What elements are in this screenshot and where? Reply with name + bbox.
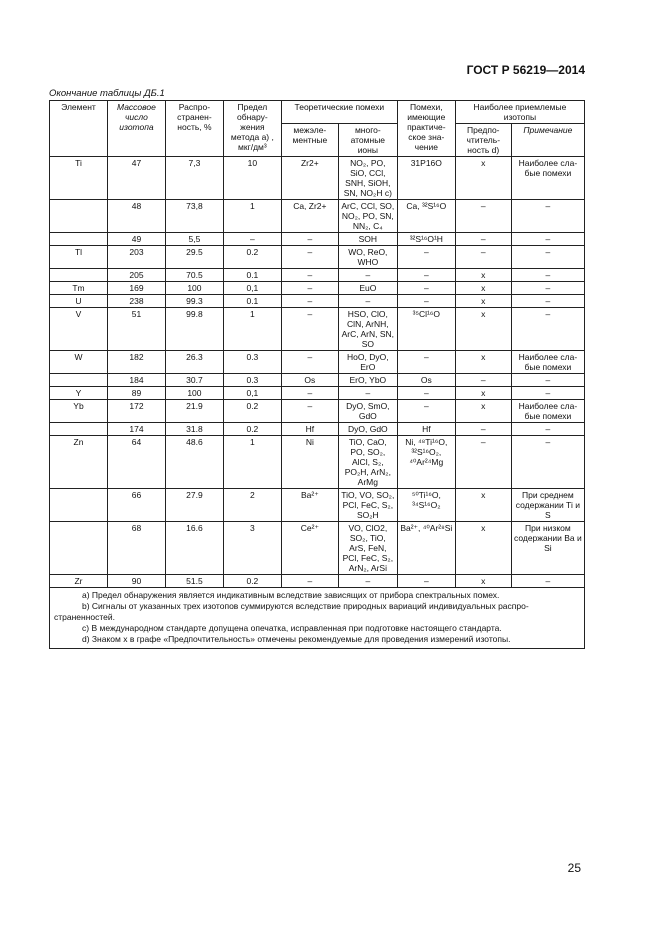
- cell-preferred: x: [455, 387, 511, 400]
- table-row: [50, 351, 585, 374]
- cell-note: Наиболее сла- бые помехи: [511, 351, 584, 374]
- cell-interelement: –: [281, 295, 338, 308]
- table-row: [50, 387, 585, 400]
- cell-limit: –: [223, 233, 281, 246]
- cell-element: Yb: [50, 400, 108, 423]
- table-row: [50, 295, 585, 308]
- footnote-d: d) Знаком x в графе «Предпочтительность» отмечены рекомендуемые для проведения измерений изотопы.: [82, 634, 511, 644]
- table-row: [50, 200, 585, 233]
- cell-mass: 49: [107, 233, 165, 246]
- cell-mass: 64: [107, 436, 165, 489]
- cell-preferred: x: [455, 400, 511, 423]
- cell-note: –: [511, 575, 584, 588]
- table-row: [50, 269, 585, 282]
- cell-mass: 203: [107, 246, 165, 269]
- cell-interelement: Ca, Zr2+: [281, 200, 338, 233]
- cell-polyatomic: TiO, VO, SO₂, PCl, FeC, S₂, SO₂H: [338, 489, 397, 522]
- cell-mass: 66: [107, 489, 165, 522]
- cell-mass: 205: [107, 269, 165, 282]
- cell-mass: 51: [107, 308, 165, 351]
- cell-element: [50, 374, 108, 387]
- cell-interelement: –: [281, 269, 338, 282]
- cell-element: [50, 269, 108, 282]
- cell-interelement: –: [281, 282, 338, 295]
- table-row: [50, 308, 585, 351]
- cell-abundance: 73,8: [165, 200, 223, 233]
- footnotes: [49, 588, 585, 649]
- col-interelement: межэле- ментные: [281, 124, 338, 157]
- cell-limit: 0.2: [223, 400, 281, 423]
- cell-interelement: Ba²⁺: [281, 489, 338, 522]
- cell-preferred: –: [455, 200, 511, 233]
- cell-abundance: 16.6: [165, 522, 223, 575]
- cell-mass: 89: [107, 387, 165, 400]
- cell-limit: 0,1: [223, 387, 281, 400]
- table-row: [50, 400, 585, 423]
- table-row: [50, 246, 585, 269]
- cell-abundance: 7,3: [165, 157, 223, 200]
- cell-interelement: Ce²⁺: [281, 522, 338, 575]
- cell-note: –: [511, 269, 584, 282]
- table-row: [50, 282, 585, 295]
- cell-practical: –: [397, 295, 455, 308]
- cell-polyatomic: ErO, YbO: [338, 374, 397, 387]
- cell-polyatomic: HoO, DyO, ErO: [338, 351, 397, 374]
- cell-abundance: 100: [165, 387, 223, 400]
- cell-note: –: [511, 246, 584, 269]
- cell-polyatomic: ArC, CCl, SO, NO₂, PO, SN, NN₂, C₄: [338, 200, 397, 233]
- cell-practical: Hf: [397, 423, 455, 436]
- cell-preferred: x: [455, 295, 511, 308]
- cell-abundance: 100: [165, 282, 223, 295]
- table-caption: Окончание таблицы ДБ.1: [49, 88, 165, 99]
- cell-practical: Ni, ⁴⁸Ti¹⁶O, ³²S¹⁶O₂, ⁴⁰Ar²⁴Mg: [397, 436, 455, 489]
- cell-practical: –: [397, 282, 455, 295]
- cell-practical: ⁵⁰Ti¹⁶O, ³⁴S¹⁶O₂: [397, 489, 455, 522]
- cell-abundance: 21.9: [165, 400, 223, 423]
- page-number: 25: [567, 861, 581, 875]
- table-row: [50, 522, 585, 575]
- cell-element: W: [50, 351, 108, 374]
- cell-preferred: –: [455, 233, 511, 246]
- cell-preferred: –: [455, 246, 511, 269]
- cell-limit: 1: [223, 200, 281, 233]
- cell-element: Zr: [50, 575, 108, 588]
- cell-interelement: –: [281, 233, 338, 246]
- cell-note: –: [511, 295, 584, 308]
- cell-note: –: [511, 282, 584, 295]
- cell-abundance: 99.3: [165, 295, 223, 308]
- cell-mass: 238: [107, 295, 165, 308]
- cell-interelement: –: [281, 387, 338, 400]
- cell-abundance: 51.5: [165, 575, 223, 588]
- cell-polyatomic: –: [338, 269, 397, 282]
- cell-interelement: –: [281, 308, 338, 351]
- cell-abundance: 99.8: [165, 308, 223, 351]
- col-detection-limit: Предел обнару- жения метода а) , мкг/дм³: [223, 101, 281, 157]
- footnote-b: b) Сигналы от указанных трех изотопов суммируются вследствие природных вариаций индивидуальных распро- страненностей.: [54, 601, 529, 622]
- cell-practical: –: [397, 269, 455, 282]
- table-row: [50, 233, 585, 246]
- cell-element: Y: [50, 387, 108, 400]
- cell-abundance: 27.9: [165, 489, 223, 522]
- cell-preferred: x: [455, 489, 511, 522]
- cell-abundance: 5,5: [165, 233, 223, 246]
- cell-preferred: x: [455, 308, 511, 351]
- cell-interelement: –: [281, 246, 338, 269]
- cell-element: Zn: [50, 436, 108, 489]
- cell-interelement: –: [281, 351, 338, 374]
- cell-note: –: [511, 308, 584, 351]
- cell-mass: 90: [107, 575, 165, 588]
- cell-limit: 0.2: [223, 575, 281, 588]
- cell-note: При низком содержании Ba и Si: [511, 522, 584, 575]
- cell-interelement: Zr2+: [281, 157, 338, 200]
- col-preferred: Предпо- чтитель- ность d): [455, 124, 511, 157]
- cell-element: [50, 522, 108, 575]
- cell-practical: ³⁵Cl¹⁶O: [397, 308, 455, 351]
- cell-practical: –: [397, 387, 455, 400]
- cell-limit: 1: [223, 308, 281, 351]
- cell-mass: 68: [107, 522, 165, 575]
- cell-preferred: x: [455, 522, 511, 575]
- cell-note: При среднем содержании Ti и S: [511, 489, 584, 522]
- cell-preferred: –: [455, 423, 511, 436]
- cell-abundance: 30.7: [165, 374, 223, 387]
- cell-practical: –: [397, 400, 455, 423]
- col-abundance: Распро- странен- ность, %: [165, 101, 223, 157]
- cell-limit: 2: [223, 489, 281, 522]
- cell-mass: 172: [107, 400, 165, 423]
- cell-abundance: 70.5: [165, 269, 223, 282]
- cell-mass: 169: [107, 282, 165, 295]
- footnote-c: c) В международном стандарте допущена опечатка, исправленная при подготовке настоящего стандарта.: [82, 623, 502, 633]
- document-code: ГОСТ Р 56219—2014: [466, 63, 585, 77]
- footnote-a: а) Предел обнаружения является индикативным вследствие зависящих от прибора спектральных помех.: [82, 590, 500, 600]
- table-row: [50, 575, 585, 588]
- cell-preferred: x: [455, 351, 511, 374]
- cell-mass: 184: [107, 374, 165, 387]
- cell-mass: 182: [107, 351, 165, 374]
- cell-preferred: –: [455, 436, 511, 489]
- cell-mass: 48: [107, 200, 165, 233]
- cell-practical: Ba²⁺, ⁴⁰Ar²⁸Si: [397, 522, 455, 575]
- table-row: [50, 489, 585, 522]
- cell-limit: 10: [223, 157, 281, 200]
- cell-note: –: [511, 200, 584, 233]
- cell-element: U: [50, 295, 108, 308]
- col-best-isotopes: Наиболее приемлемые изотопы: [455, 101, 584, 124]
- cell-polyatomic: –: [338, 295, 397, 308]
- cell-preferred: x: [455, 157, 511, 200]
- cell-abundance: 29.5: [165, 246, 223, 269]
- cell-practical: ³²S¹⁶O¹H: [397, 233, 455, 246]
- cell-polyatomic: –: [338, 575, 397, 588]
- cell-mass: 47: [107, 157, 165, 200]
- cell-polyatomic: DyO, GdO: [338, 423, 397, 436]
- cell-limit: 3: [223, 522, 281, 575]
- cell-polyatomic: NO₂, PO, SiO, CCl, SNH, SiOH, SN, NO₂H c): [338, 157, 397, 200]
- cell-polyatomic: EuO: [338, 282, 397, 295]
- cell-note: –: [511, 436, 584, 489]
- cell-polyatomic: SOH: [338, 233, 397, 246]
- cell-practical: –: [397, 575, 455, 588]
- cell-element: V: [50, 308, 108, 351]
- cell-element: [50, 200, 108, 233]
- cell-note: Наиболее сла- бые помехи: [511, 400, 584, 423]
- cell-element: [50, 423, 108, 436]
- cell-interelement: –: [281, 400, 338, 423]
- cell-element: Tm: [50, 282, 108, 295]
- cell-polyatomic: HSO, ClO, ClN, ArNH, ArC, ArN, SN, SO: [338, 308, 397, 351]
- cell-element: Ti: [50, 157, 108, 200]
- cell-mass: 174: [107, 423, 165, 436]
- cell-practical: 31P16O: [397, 157, 455, 200]
- cell-interelement: –: [281, 575, 338, 588]
- cell-interelement: Ni: [281, 436, 338, 489]
- cell-element: [50, 233, 108, 246]
- cell-practical: –: [397, 246, 455, 269]
- cell-interelement: Hf: [281, 423, 338, 436]
- cell-limit: 1: [223, 436, 281, 489]
- cell-polyatomic: –: [338, 387, 397, 400]
- cell-preferred: x: [455, 269, 511, 282]
- cell-limit: 0.3: [223, 351, 281, 374]
- cell-limit: 0,1: [223, 282, 281, 295]
- col-note: Примечание: [511, 124, 584, 157]
- cell-note: Наиболее сла- бые помехи: [511, 157, 584, 200]
- cell-abundance: 48.6: [165, 436, 223, 489]
- col-theoretical-interference: Теоретические помехи: [281, 101, 397, 124]
- cell-preferred: x: [455, 282, 511, 295]
- cell-interelement: Os: [281, 374, 338, 387]
- table-body: [50, 157, 585, 588]
- table-row: [50, 436, 585, 489]
- col-element: Элемент: [50, 101, 108, 157]
- isotope-table: [49, 100, 585, 588]
- col-polyatomic: много- атомные ионы: [338, 124, 397, 157]
- cell-limit: 0.1: [223, 295, 281, 308]
- cell-note: –: [511, 387, 584, 400]
- cell-practical: –: [397, 351, 455, 374]
- cell-abundance: 31.8: [165, 423, 223, 436]
- cell-preferred: –: [455, 374, 511, 387]
- cell-element: Tl: [50, 246, 108, 269]
- table-row: [50, 374, 585, 387]
- cell-limit: 0.2: [223, 423, 281, 436]
- cell-note: –: [511, 374, 584, 387]
- cell-polyatomic: DyO, SmO, GdO: [338, 400, 397, 423]
- cell-polyatomic: VO, ClO2, SO₂, TiO, ArS, FeN, PCl, FeC, S₂, ArN₂, ArSi: [338, 522, 397, 575]
- cell-abundance: 26.3: [165, 351, 223, 374]
- cell-practical: Os: [397, 374, 455, 387]
- cell-element: [50, 489, 108, 522]
- cell-limit: 0.3: [223, 374, 281, 387]
- cell-polyatomic: TiO, CaO, PO, SO₂, AlCl, S₂, PO₂H, ArN₂, ArMg: [338, 436, 397, 489]
- cell-limit: 0.1: [223, 269, 281, 282]
- cell-practical: Ca, ³²S¹⁶O: [397, 200, 455, 233]
- cell-preferred: x: [455, 575, 511, 588]
- cell-note: –: [511, 233, 584, 246]
- cell-note: –: [511, 423, 584, 436]
- cell-polyatomic: WO, ReO, WHO: [338, 246, 397, 269]
- cell-limit: 0.2: [223, 246, 281, 269]
- col-mass-number: Массовое число изотопа: [107, 101, 165, 157]
- col-practical-interference: Помехи, имеющие практиче- ское зна- чение: [397, 101, 455, 157]
- table-row: [50, 423, 585, 436]
- table-row: [50, 157, 585, 200]
- isotope-table-container: [49, 100, 585, 649]
